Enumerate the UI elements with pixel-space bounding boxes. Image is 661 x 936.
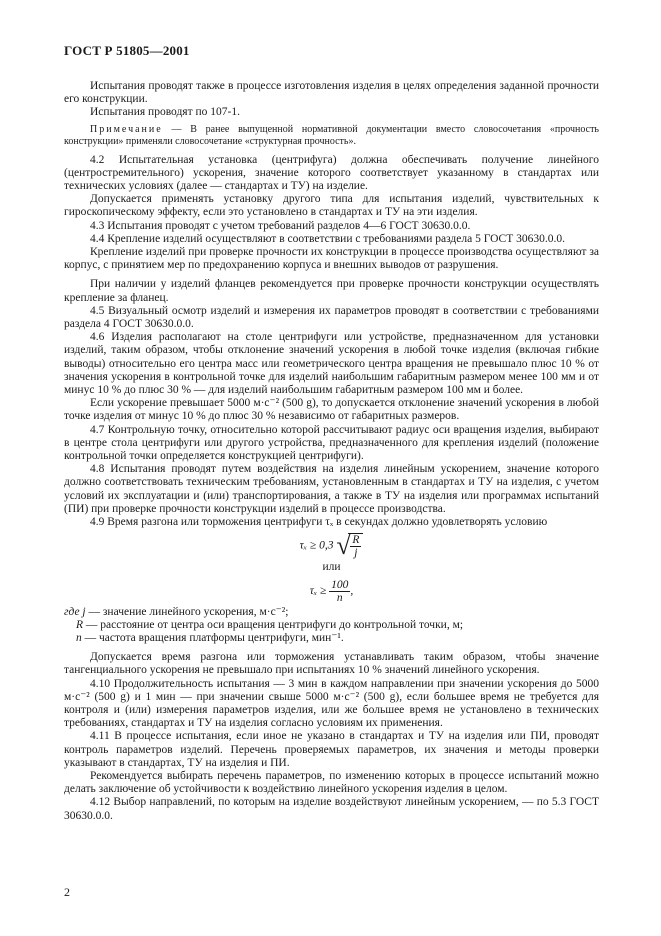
paragraph: 4.7 Контрольную точку, относительно которой рассчитывают радиус оси вращения изделия, выбирают в центре стола центрифуги или другого устройства, предназначенного для крепления изделий (положение контрольной точки определяется конструкцией центрифуги).	[64, 423, 599, 463]
definition-text: — значение линейного ускорения, м·с⁻²;	[85, 605, 289, 618]
paragraph: 4.9 Время разгона или торможения центрифуги τₓ в секундах должно удовлетворять условию	[90, 516, 548, 529]
sqrt-sign: √ $\frac{R}{j}$	[336, 533, 363, 559]
paragraph: 4.3 Испытания проводят с учетом требований разделов 4—6 ГОСТ 30630.0.0.	[90, 219, 471, 232]
paragraph: Допускается применять установку другого типа для испытания изделий, чувствительных к гироскопическому эффекту, если это установлено в стандартах и ТУ на эти изделия.	[64, 193, 599, 219]
formula-1-numerator: R	[352, 534, 360, 547]
definition	[64, 632, 599, 645]
paragraph: 4.6 Изделия располагают на столе центрифуги или устройстве, предназначенном для установки изделий, таким образом, чтобы отклонение значений ускорения в любой точке изделия (включая гибкие выводы) относительно его центра масс или геометрического центра вращения не превышало плюс 10 % от значения ускорения в контрольной точке для изделий наибольшим габаритным размером менее 100 мм и от минус 10 % до плюс 30 % — для изделий наибольшим габаритным размером 100 мм и более.	[64, 331, 599, 397]
definition-text: — расстояние от центра оси вращения центрифуги до контрольной точки, м;	[83, 618, 464, 631]
definition-text: — частота вращения платформы центрифуги, мин⁻¹.	[81, 631, 344, 644]
definition	[64, 619, 599, 632]
formula-1	[64, 533, 599, 559]
document-body	[64, 80, 599, 823]
formula-1-denominator: j	[354, 547, 358, 560]
definition-symbol: где j	[64, 605, 86, 618]
paragraph: Испытания проводят также в процессе изготовления изделия в целях определения заданной прочности его конструкции.	[64, 80, 599, 106]
note-body: — В ранее выпущенной нормативной документации вместо словосочетания «прочность конструкции» применяли словосочетание «структурная прочность».	[64, 123, 599, 147]
paragraph: Если ускорение превышает 5000 м·с⁻² (500 g), то допускается отклонение значений ускорения в любой точке изделия от минус 10 % до плюс 30 % независимо от габаритных размеров.	[64, 397, 599, 423]
paragraph: 4.5 Визуальный осмотр изделий и измерения их параметров проводят в соответствии с требованиями раздела 4 ГОСТ 30630.0.0.	[64, 304, 599, 331]
definition	[64, 606, 599, 619]
note	[64, 124, 599, 148]
formula-1-lhs: τₓ ≥ 0,3	[299, 539, 334, 552]
paragraph: 4.10 Продолжительность испытания — 3 мин в каждом направлении при значении ускорения до 5000 м·с⁻² (500 g) и 1 мин — при значении свыше 5000 м·с⁻² (500 g), если большее время не требуется для контроля и (или) измерения параметров изделия, или же большее время не установлено в технических требованиях, стандартах и ТУ на изделия согласно условиям их применения.	[64, 677, 599, 730]
formula-or: или	[322, 561, 341, 574]
paragraph: 4.2 Испытательная установка (центрифуга) должна обеспечивать получение линейного (центростремительного) ускорения, значение которого соответствует указанному в стандартах или технических условиях (далее — стандартах и ТУ) на изделие.	[64, 153, 599, 193]
paragraph: При наличии у изделий фланцев рекомендуется при проверке прочности конструкции осуществлять крепление за фланец.	[64, 278, 599, 304]
page-number: 2	[64, 885, 70, 899]
paragraph: 4.11 В процессе испытания, если иное не указано в стандартах и ТУ на изделия или ПИ, проводят контроль параметров изделий. Перечень проверяемых параметров, их значения и методы проверки указывают в стандартах, ТУ на изделия и ПИ.	[64, 730, 599, 769]
formula-2	[64, 579, 599, 604]
paragraph: Допускается время разгона или торможения устанавливать таким образом, чтобы значение тангенциального ускорения не превышало при испытаниях 10 % значений линейного ускорения.	[64, 651, 599, 677]
paragraph: 4.12 Выбор направлений, по которым на изделие воздействуют линейным ускорением, — по 5.3 ГОСТ 30630.0.0.	[64, 796, 599, 822]
paragraph: 4.4 Крепление изделий осуществляют в соответствии с требованиями раздела 5 ГОСТ 30630.0.0.	[90, 232, 565, 245]
paragraph: Крепление изделий при проверке прочности их конструкции в процессе производства осуществляют за корпус, с принятием мер по предохранению корпуса и внешних выводов от разрушения.	[64, 246, 599, 272]
paragraph: Испытания проводят по 107-1.	[90, 106, 240, 119]
document-header: ГОСТ Р 51805—2001	[64, 43, 190, 58]
paragraph: 4.8 Испытания проводят путем воздействия на изделия линейным ускорением, значение которого должно соответствовать техническим требованиям, установленным в стандартах и ТУ на изделия, с учетом условий их эксплуатации и (или) транспортирования, а также в ТУ на изделия или программах испытаний (ПИ) при проверке прочности конструкции изделий в процессе производства.	[64, 463, 599, 515]
note-lead: Примечание	[90, 123, 163, 135]
definition-symbol: n	[76, 631, 82, 644]
formula-2-denominator: n	[336, 591, 343, 604]
formula-2-lhs: τₓ ≥	[309, 584, 327, 597]
formula-2-tail: ,	[350, 584, 354, 597]
formula-2-numerator: 100	[331, 578, 349, 591]
definition-symbol: R	[76, 618, 84, 631]
definitions	[64, 606, 599, 646]
paragraph: Рекомендуется выбирать перечень параметров, по изменению которых в процессе испытаний можно делать заключение об устойчивости к воздействию линейного ускорения изделия в целом.	[64, 769, 599, 796]
